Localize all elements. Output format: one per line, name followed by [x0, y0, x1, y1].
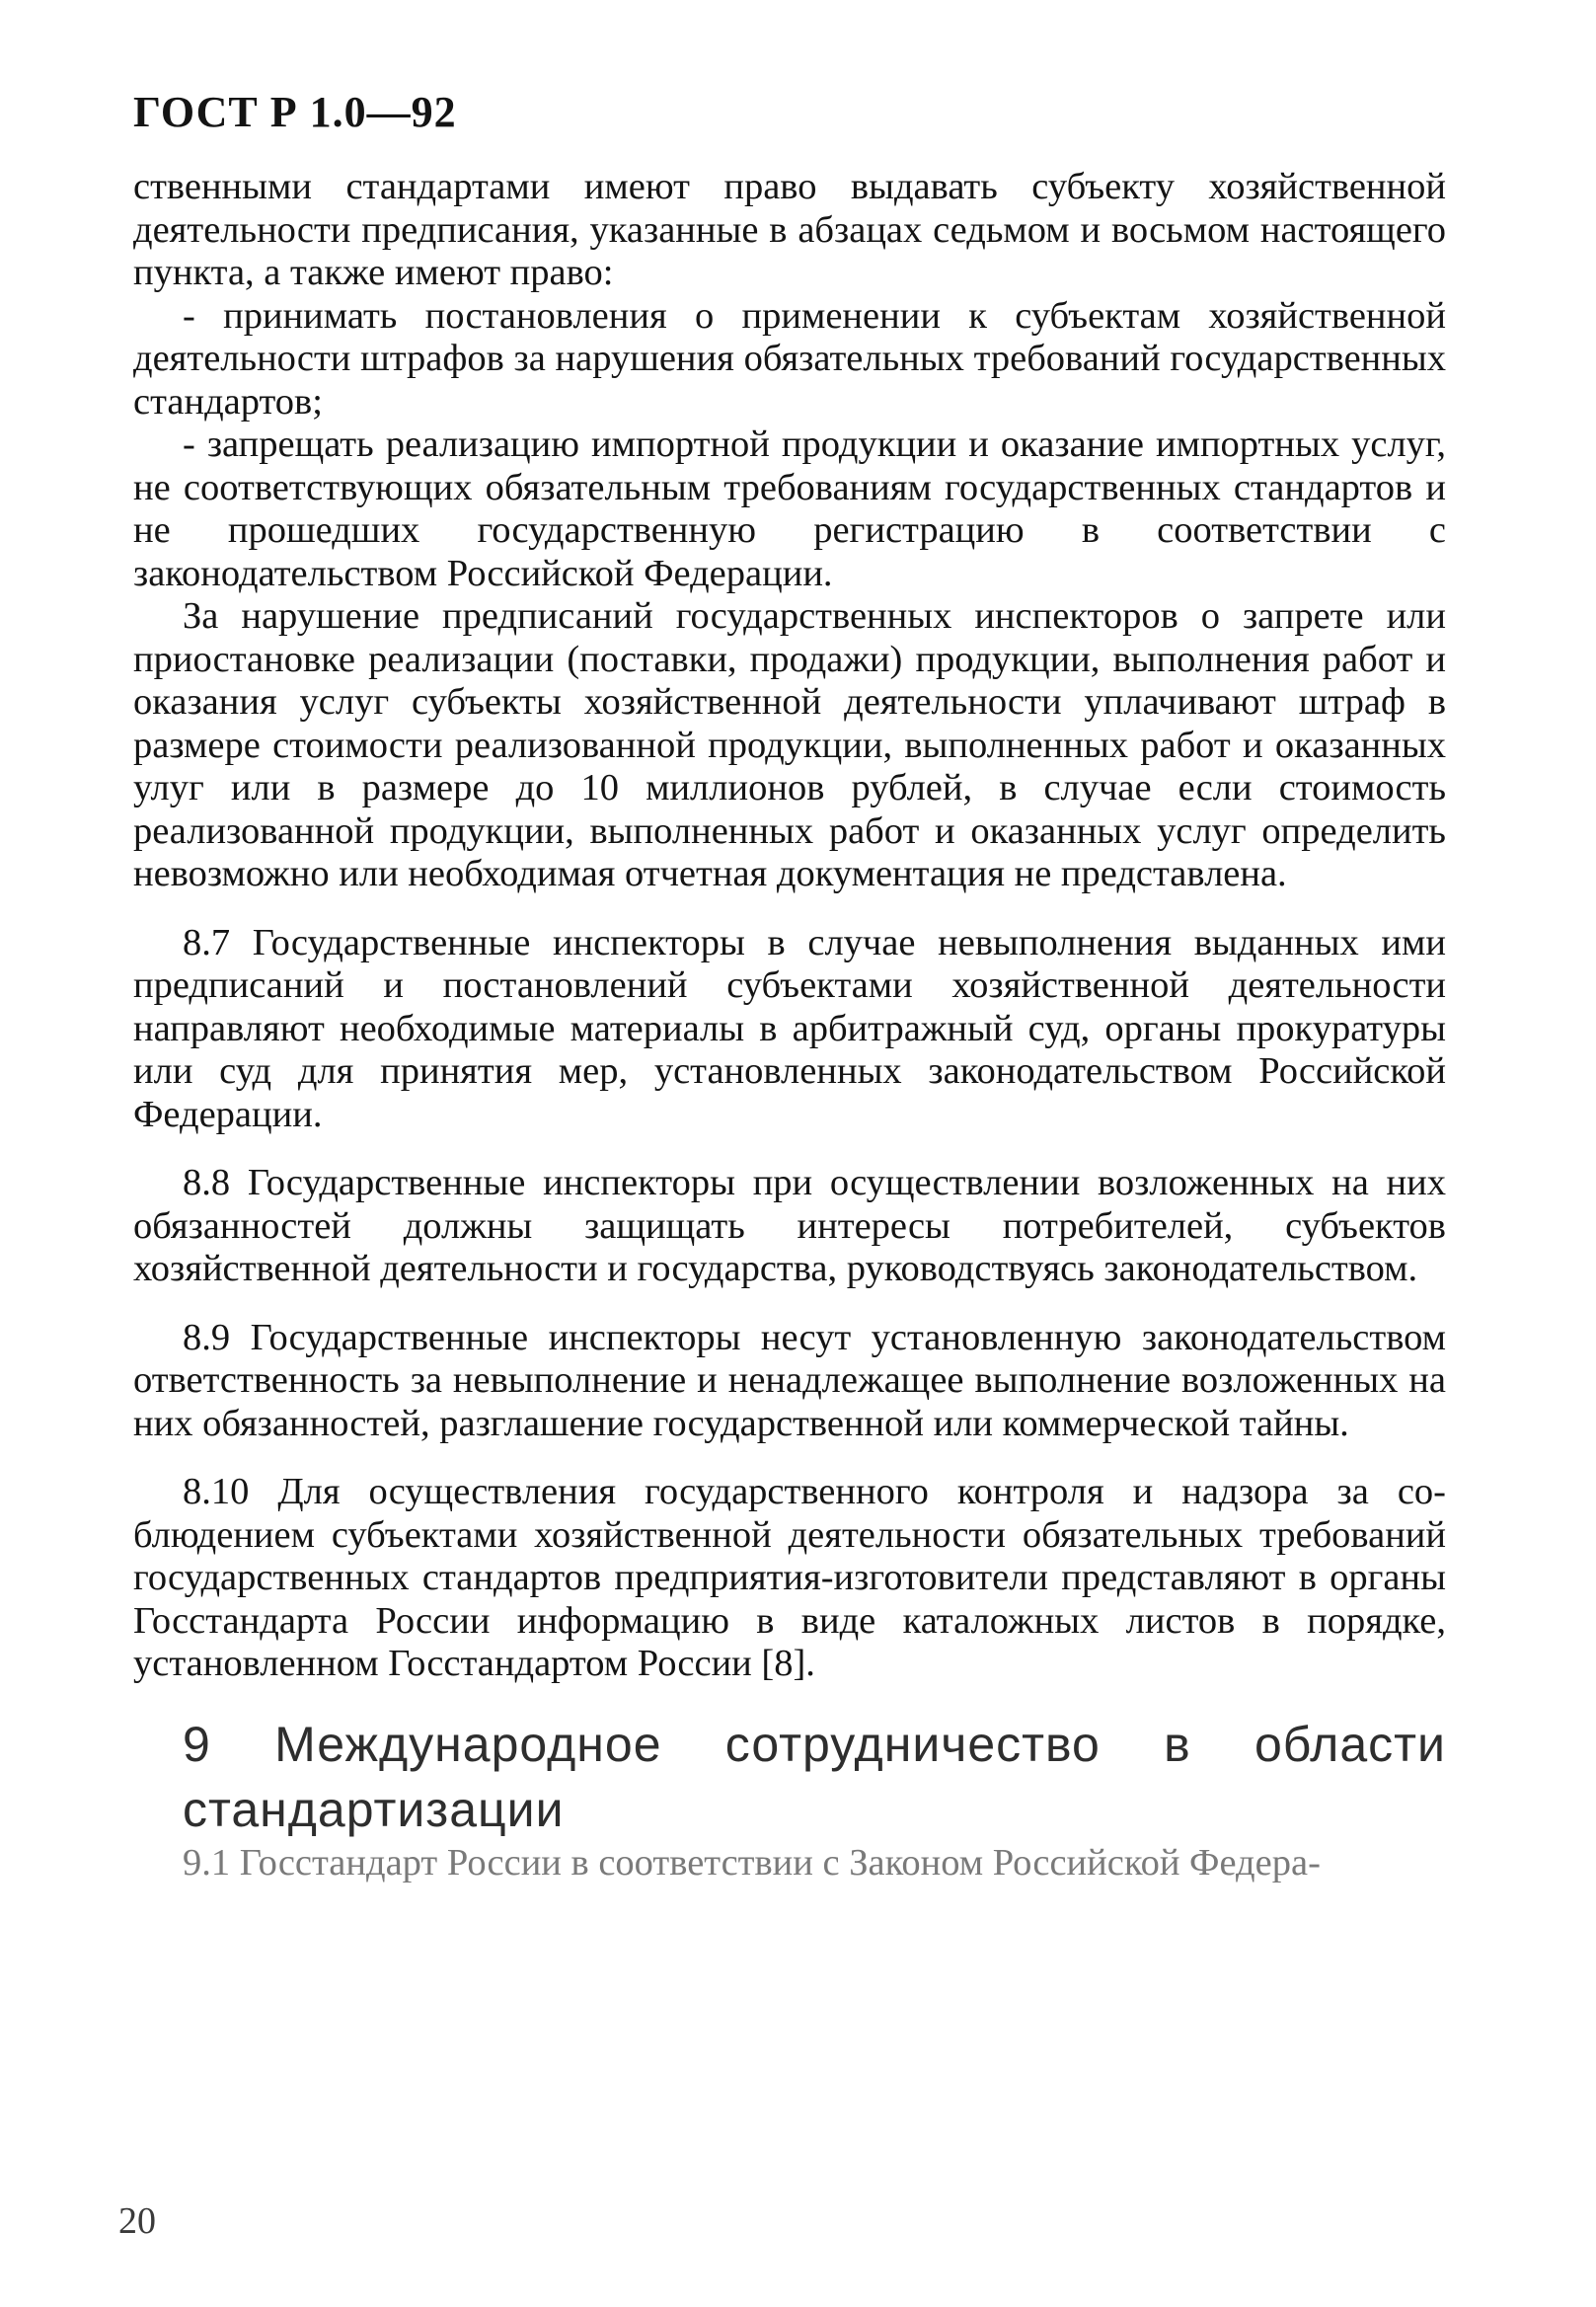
paragraph-continuation: ственными стандартами имеют право выдавать субъекту хозяйственной деятельности предписания, указанные в абзацах седьмом и восьмом настоящего пункта, а также имеют право: [133, 166, 1446, 293]
paragraph-8-10: 8.10 Для осуществления государственного контроля и надзора за соблюдением субъектами хозяйственной деятельности обязательных требований государственных стандартов предприятия-изготовители представляют в органы Госстандарта России информацию в виде каталожных листов в порядке, установленном Госстандартом России [8]. [133, 1471, 1446, 1684]
paragraph-8-8: 8.8 Государственные инспекторы при осуществлении возложенных на них обязанностей должны защищать интересы потребителей, субъектов хозяйственной деятельности и государства, руководствуясь законодательством. [133, 1162, 1446, 1289]
page-number: 20 [118, 2200, 156, 2242]
paragraph-8-7: 8.7 Государственные инспекторы в случае невыполнения выданных ими предписаний и постановлений субъектами хозяйственной деятельности направляют необходимые материалы в арбитражный суд, органы прокуратуры или суд для принятия мер, установленных законодательством Российской Федерации. [133, 921, 1446, 1135]
paragraph-8-9: 8.9 Государственные инспекторы несут установленную законодательством ответственность за невыполнение и ненадлежащее выполнение возложенных на них обязанностей, разглашение государственной или коммерческой тайны. [133, 1316, 1446, 1444]
paragraph-penalty: За нарушение предписаний государственных инспекторов о запрете или приостановке реализации (поставки, продажи) продукции, выполнения работ и оказания услуг субъекты хозяйственной деятельности уплачивают штраф в размере стоимости реализованной продукции, выполненных работ и оказанных улуг или в размере до 10 миллионов рублей, в случае если стоимость реализованной продукции, выполненных работ и оказанных услуг определить невозможно или необходимая отчетная документация не представлена. [133, 595, 1446, 894]
section-9-title: 9 Международное сотрудничество в области стандартизации [183, 1716, 1446, 1837]
paragraph-import-ban-list-item: - запрещать реализацию импортной продукции и оказание импортных услуг, не соответствующих обязательным требованиям государственных стандартов и не прошедших государственную регистрацию в соответствии с законодательством Российской Федерации. [133, 423, 1446, 594]
body-text [133, 166, 1446, 1884]
paragraph-fines-list-item: - принимать постановления о применении к субъектам хозяйственной деятельности штрафов за нарушения обязательных требований государственных стандартов; [133, 294, 1446, 423]
paragraph-9-1: 9.1 Госстандарт России в соответствии с Законом Российской Федера- [183, 1841, 1321, 1884]
document-code-header: ГОСТ Р 1.0—92 [133, 88, 457, 136]
